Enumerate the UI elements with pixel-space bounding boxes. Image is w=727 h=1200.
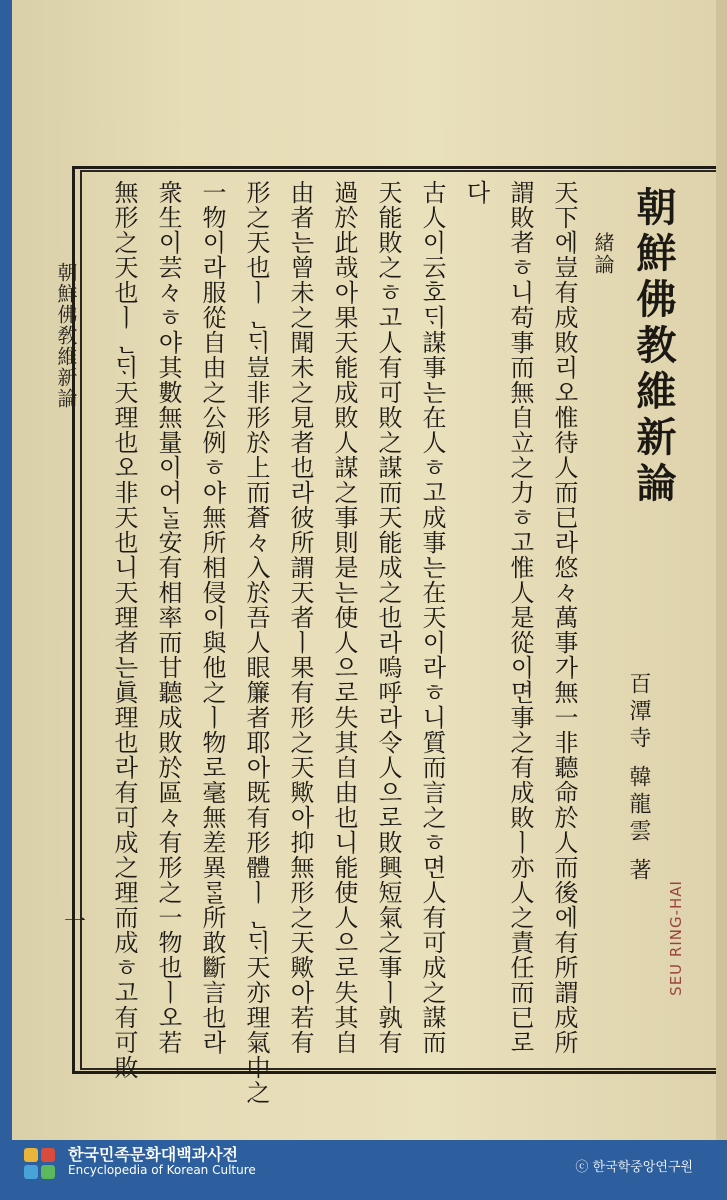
org-name-english: Encyclopedia of Korean Culture xyxy=(68,1163,256,1177)
watermark-stamp: SEU RING-HAI xyxy=(667,880,685,996)
text-frame xyxy=(80,170,720,1105)
text-column: 天下에豈有成敗리오惟待人而已라悠々萬事가無一非聽命於人而後에有所謂成所 xyxy=(550,180,578,1055)
section-heading: 緒論 xyxy=(591,232,615,276)
encyclopedia-logo-icon xyxy=(24,1148,62,1182)
spine-title: 朝鮮佛敎維新論 xyxy=(54,262,78,409)
page-number: 一 xyxy=(64,910,87,935)
copyright-notice: ⓒ 한국학중앙연구원 xyxy=(575,1160,693,1175)
org-name-korean: 한국민족문화대백과사전 xyxy=(68,1145,239,1164)
book-page xyxy=(12,0,716,1140)
text-column: 古人이云호ᄃᆡ謀事는在人ㅎ고成事는在天이라ㅎ니質而言之ㅎ면人有可成之謀而 xyxy=(418,180,446,1055)
text-column: 衆生이芸々ㅎ야其數無量이어ᄂᆞᆯ安有相率而甘聽成敗於區々有形之一物也ㅣ오若 xyxy=(154,180,182,1055)
text-column: 一物이라服從自由之公例ㅎ야無所相侵이與他之ㅣ物로毫無差異ᄅᆞᆯ所敢斷言也라 xyxy=(198,180,226,1055)
text-column: 過於此哉아果天能成敗人謀之事則是는使人으로失其自由也니能使人으로失其自 xyxy=(330,180,358,1055)
text-column: 形之天也ㅣᆫᄃᆡ豈非形於上而蒼々入於吾人眼簾者耶아既有形體ㅣᆫᄃᆡ天亦理氣中之 xyxy=(242,180,270,1105)
text-column: 다 xyxy=(462,180,490,205)
text-column: 謂敗者ㅎ니苟事而無自立之力ㅎ고惟人是從이면事之有成敗ㅣ亦人之責任而已로 xyxy=(506,180,534,1055)
text-column: 由者는曾未之聞未之見者也라彼所謂天者ㅣ果有形之天歟아抑無形之天歟아若有 xyxy=(286,180,314,1055)
book-title: 朝鮮佛教維新論 xyxy=(630,186,677,508)
text-column: 天能敗之ㅎ고人有可敗之謀而天能成之也라嗚呼라令人으로敗興短氣之事ㅣ孰有 xyxy=(374,180,402,1055)
page-edge xyxy=(716,0,727,1140)
author-line: 百潭寺 韓龍雲 著 xyxy=(626,672,651,885)
text-column: 無形之天也ㅣᆫᄃᆡ天理也오非天也니天理者는眞理也라有可成之理而成ㅎ고有可敗 xyxy=(110,180,138,1080)
